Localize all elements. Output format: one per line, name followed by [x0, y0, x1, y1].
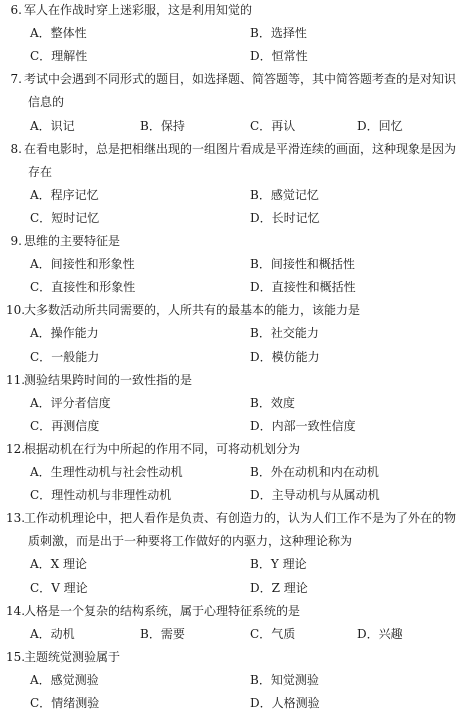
option-text: 长时记忆: [271, 210, 320, 225]
option-text: 气质: [271, 626, 296, 641]
answer-option: [250, 555, 307, 573]
question-number: 11.: [6, 372, 26, 387]
answer-option: [30, 671, 99, 689]
answer-option: [250, 486, 380, 504]
question-text-continued: 信息的: [28, 95, 65, 110]
option-text: 评分者信度: [50, 395, 111, 410]
question-text: 思维的主要特征是: [24, 234, 121, 248]
option-text: 保持: [160, 118, 185, 133]
answer-option: [30, 555, 87, 573]
answer-option: [30, 348, 99, 366]
option-label: A．: [30, 326, 51, 341]
question-number: 8.: [10, 141, 22, 156]
question-text-continued: 质刺激，而是出于一种要将工作做好的内驱力，这种理论称为: [28, 534, 353, 549]
option-label: B．: [250, 326, 271, 341]
option-label: C．: [30, 488, 52, 503]
option-text: 生理性动机与社会性动机: [50, 465, 183, 479]
question-text: 测验结果跨时间的一致性指的是: [24, 372, 193, 387]
question-stem: [6, 1, 467, 19]
option-label: B．: [250, 672, 271, 687]
option-text: 知觉测验: [270, 672, 319, 687]
answer-option: [30, 486, 171, 504]
answer-option: [30, 47, 87, 65]
option-text: 理性动机与非理性动机: [51, 488, 172, 503]
option-label: B．: [140, 626, 161, 641]
option-label: D．: [250, 49, 272, 64]
answer-option: [250, 117, 295, 135]
option-label: B．: [250, 465, 271, 479]
option-label: D．: [250, 488, 272, 503]
option-label: C．: [30, 349, 52, 364]
option-text: 社交能力: [270, 326, 319, 341]
option-text: 间接性和概括性: [270, 257, 355, 272]
answer-option: [250, 394, 295, 412]
answer-option: [30, 24, 87, 42]
option-label: C．: [30, 580, 52, 595]
option-text: 感觉测验: [50, 672, 99, 687]
option-label: C．: [250, 118, 272, 133]
option-text: 直接性和形象性: [51, 280, 136, 295]
option-text: 情绪测验: [51, 696, 100, 710]
option-label: D．: [250, 696, 272, 710]
option-label: A．: [30, 395, 51, 410]
option-text: Z 理论: [271, 580, 308, 595]
option-label: D．: [357, 626, 379, 641]
option-label: A．: [30, 626, 51, 641]
option-text: 内部一致性信度: [271, 418, 356, 433]
option-label: B．: [250, 187, 271, 202]
question-text: 人格是一个复杂的结构系统，属于心理特征系统的是: [24, 603, 301, 618]
option-label: B．: [250, 395, 271, 410]
answer-option: [250, 24, 307, 42]
answer-option: [250, 348, 320, 366]
option-label: B．: [250, 257, 271, 272]
answer-option: [357, 625, 403, 643]
answer-option: [30, 579, 88, 597]
answer-option: [30, 625, 75, 643]
option-text: 整体性: [50, 26, 87, 41]
question-number: 7.: [10, 72, 22, 87]
answer-option: [250, 417, 356, 435]
option-text: 选择性: [270, 26, 307, 41]
answer-option: [140, 625, 185, 643]
question-stem: [6, 70, 467, 88]
answer-option: [140, 117, 185, 135]
question-text: 在看电影时，总是把相继出现的一组图片看成是平滑连续的画面，这种现象是因为: [24, 141, 457, 156]
option-label: D．: [357, 118, 379, 133]
answer-option: [250, 671, 319, 689]
question-text: 考试中会遇到不同形式的题目，如选择题、简答题等，其中简答题考查的是对知识: [24, 72, 457, 87]
answer-option: [30, 463, 183, 481]
answer-option: [250, 463, 379, 481]
option-text: 操作能力: [50, 326, 99, 341]
option-text: V 理论: [51, 580, 88, 595]
question-stem: [6, 509, 467, 527]
option-text: 短时记忆: [51, 210, 100, 225]
option-text: 回忆: [378, 118, 403, 133]
option-text: 主导动机与从属动机: [271, 488, 380, 503]
option-text: 外在动机和内在动机: [270, 465, 379, 479]
question-stem: [6, 232, 467, 250]
option-text: 一般能力: [51, 349, 100, 364]
question-text: 根据动机在行为中所起的作用不同，可将动机划分为: [24, 441, 301, 456]
option-label: D．: [250, 349, 272, 364]
option-text: 感觉记忆: [270, 187, 319, 202]
option-text: 再认: [271, 118, 296, 133]
option-label: A．: [30, 187, 51, 202]
option-label: B．: [250, 557, 271, 572]
option-label: D．: [250, 580, 272, 595]
question-stem: [6, 301, 467, 319]
option-text: 兴趣: [378, 626, 403, 641]
answer-option: [30, 417, 99, 435]
answer-option: [30, 324, 99, 342]
option-text: 效度: [270, 395, 295, 410]
answer-option: [30, 255, 135, 273]
option-label: B．: [140, 118, 161, 133]
answer-option: [250, 255, 355, 273]
option-text: 恒常性: [271, 49, 308, 64]
answer-option: [250, 186, 319, 204]
answer-option: [250, 579, 308, 597]
question-number: 9.: [10, 234, 22, 248]
option-text: 再测信度: [51, 418, 100, 433]
question-stem: [6, 602, 467, 620]
answer-option: [30, 394, 111, 412]
option-label: C．: [30, 418, 52, 433]
option-text: Y 理论: [270, 557, 307, 572]
question-text-continued: 存在: [28, 164, 53, 179]
question-number: 10.: [6, 303, 26, 318]
answer-option: [250, 625, 295, 643]
option-label: C．: [30, 280, 52, 295]
question-number: 6.: [10, 3, 22, 17]
answer-option: [250, 209, 320, 227]
answer-option: [30, 278, 135, 296]
option-label: A．: [30, 257, 51, 272]
option-text: 动机: [50, 626, 75, 641]
question-stem: [6, 371, 467, 389]
answer-option: [30, 117, 75, 135]
answer-option: [30, 209, 99, 227]
option-label: C．: [30, 210, 52, 225]
option-text: 模仿能力: [271, 349, 320, 364]
question-text: 工作动机理论中，把人看作是负责、有创造力的，认为人们工作不是为了外在的物: [24, 511, 457, 526]
option-label: D．: [250, 418, 272, 433]
option-text: X 理论: [50, 557, 88, 572]
option-text: 识记: [50, 118, 75, 133]
option-label: A．: [30, 118, 51, 133]
question-stem: [6, 140, 467, 158]
option-text: 人格测验: [271, 696, 320, 710]
question-number: 15.: [6, 649, 26, 664]
answer-option: [250, 324, 319, 342]
option-label: D．: [250, 210, 272, 225]
answer-option: [250, 47, 308, 65]
option-text: 需要: [160, 626, 185, 641]
question-number: 13.: [6, 511, 26, 526]
option-text: 间接性和形象性: [50, 257, 135, 272]
option-text: 直接性和概括性: [271, 280, 356, 295]
answer-option: [30, 186, 99, 204]
question-text: 大多数活动所共同需要的，人所共有的最基本的能力，该能力是: [24, 303, 361, 318]
option-label: A．: [30, 557, 51, 572]
question-text: 军人在作战时穿上迷彩服，这是利用知觉的: [24, 3, 253, 17]
option-label: C．: [250, 626, 272, 641]
question-number: 14.: [6, 603, 26, 618]
option-label: B．: [250, 26, 271, 41]
option-label: A．: [30, 672, 51, 687]
option-label: A．: [30, 465, 51, 479]
answer-option: [357, 117, 403, 135]
option-label: A．: [30, 26, 51, 41]
question-stem: [6, 440, 467, 458]
option-text: 理解性: [51, 49, 88, 64]
option-label: C．: [30, 49, 52, 64]
option-label: C．: [30, 696, 52, 710]
option-text: 程序记忆: [50, 187, 99, 202]
question-text: 主题统觉测验属于: [24, 649, 121, 664]
question-stem: [6, 648, 467, 666]
option-label: D．: [250, 280, 272, 295]
answer-option: [250, 278, 356, 296]
question-number: 12.: [6, 441, 26, 456]
